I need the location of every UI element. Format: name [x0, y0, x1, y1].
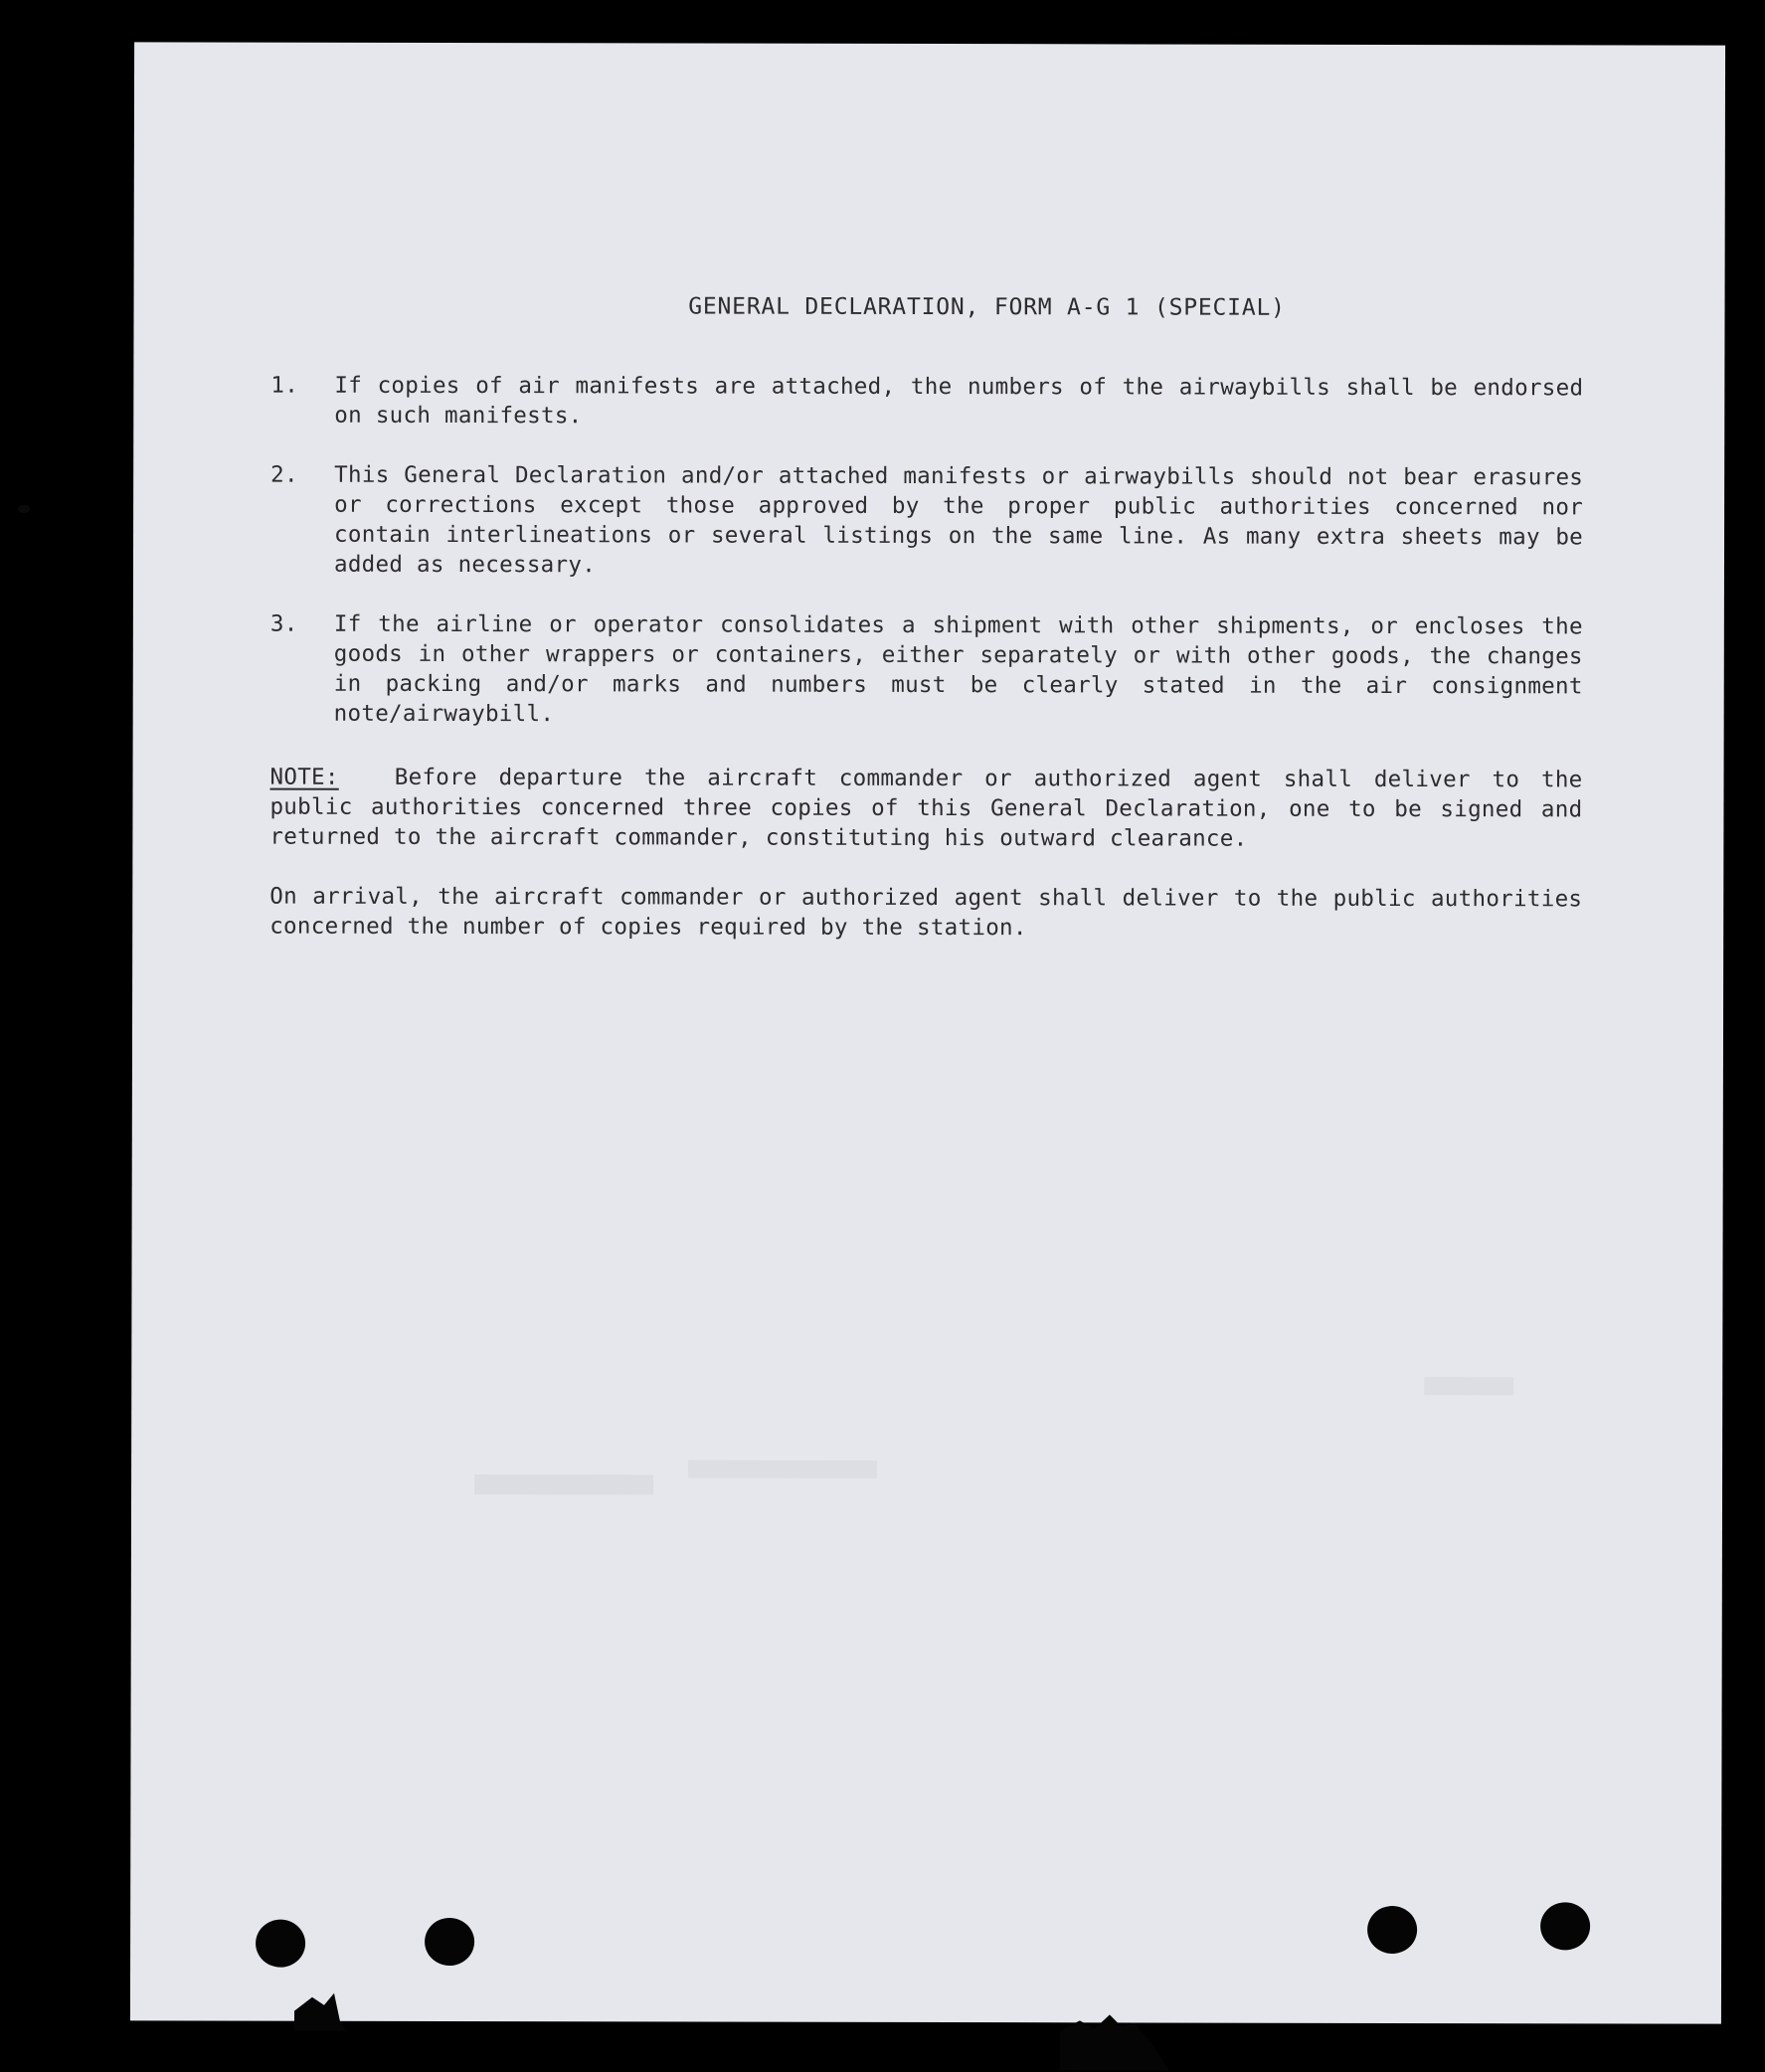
- item-text: If copies of air manifests are attached, the numbers of the airwaybills shall be endorsed on such manifests.: [334, 372, 1584, 430]
- item-text: This General Declaration and/or attached manifests or airwaybills should not bear erasures or corrections except those approved by the proper public authorities concerned nor contain interlineations or several listings on the same line. As many extra sheets may be added as necessary.: [333, 461, 1584, 579]
- punch-hole: [1540, 1902, 1590, 1950]
- dust-speck: [18, 505, 30, 513]
- document-body: [269, 291, 1583, 945]
- bleed-through-mark: [474, 1474, 653, 1494]
- list-item-3: [270, 609, 1583, 732]
- dust-speck: [195, 1032, 201, 1038]
- document-page: [130, 42, 1725, 2023]
- document-title: GENERAL DECLARATION, FORM A-G 1 (SPECIAL): [688, 293, 1286, 321]
- note-text: Before departure the aircraft commander or authorized agent shall deliver to the public authorities concerned three copies of this General Declaration, one to be signed and returned to the aircraft commander, constituting his outward clearance.: [269, 764, 1583, 852]
- bleed-through-mark: [688, 1460, 877, 1477]
- dust-speck: [209, 1106, 215, 1112]
- item-number: 3.: [269, 610, 298, 637]
- punch-hole: [1367, 1906, 1417, 1954]
- punch-hole: [425, 1918, 474, 1966]
- note-paragraph: [269, 763, 1582, 855]
- bleed-through-mark: [1424, 1377, 1513, 1395]
- item-number: 2.: [270, 461, 298, 488]
- torn-edge-mark: [1060, 2010, 1169, 2070]
- list-item-1: [270, 371, 1583, 433]
- list-item-2: [270, 460, 1583, 583]
- note-label: NOTE:: [269, 764, 339, 790]
- item-text: If the airline or operator consolidates a shipment with other shipments, or encloses the goods in other wrappers or containers, either separately or with other goods, the changes in packing and/or marks and numbers must be clearly stated in the air consignment note/airwaybill.: [333, 610, 1583, 728]
- arrival-paragraph: On arrival, the aircraft commander or authorized agent shall deliver to the public authorities concerned the number of copies required by the station.: [269, 883, 1583, 942]
- punch-hole: [256, 1920, 305, 1968]
- corner-tear-mark: [294, 1991, 354, 2031]
- item-number: 1.: [270, 372, 299, 399]
